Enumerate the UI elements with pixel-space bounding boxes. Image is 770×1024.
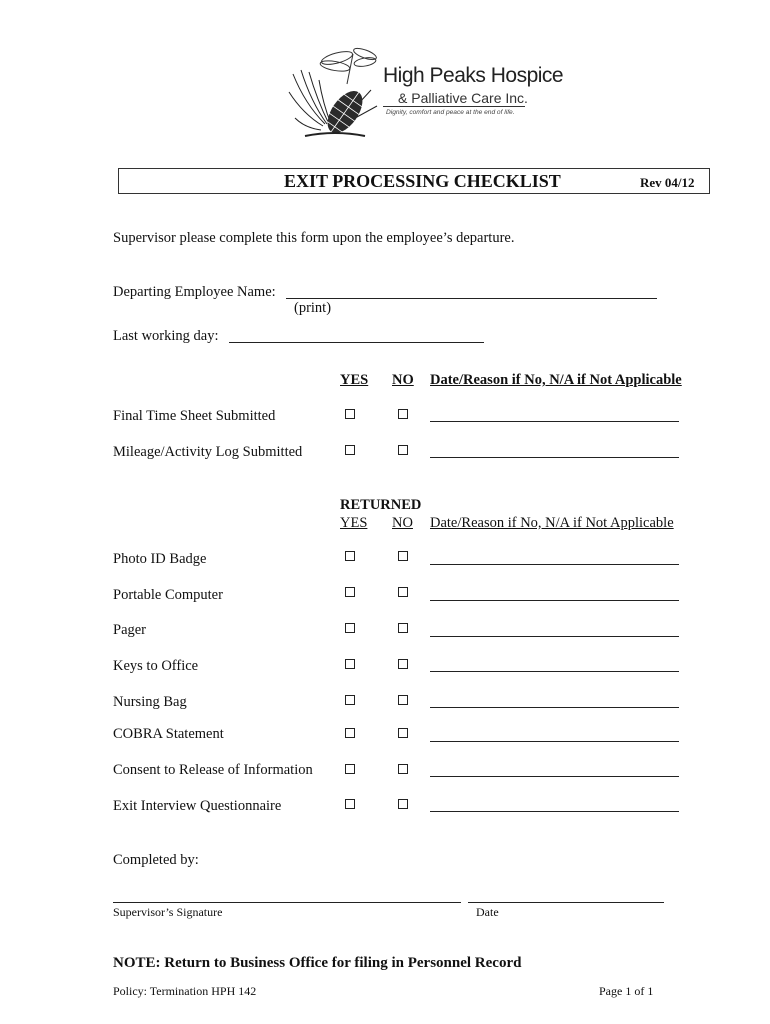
yes-checkbox[interactable] (345, 659, 355, 669)
reason-field[interactable] (430, 811, 679, 812)
no-checkbox[interactable] (398, 587, 408, 597)
item-label: Nursing Bag (113, 694, 187, 710)
reason-field[interactable] (430, 421, 679, 422)
reason-field[interactable] (430, 707, 679, 708)
employee-name-label: Departing Employee Name: (113, 284, 276, 300)
section2-no-header: NO (392, 515, 413, 531)
reason-field[interactable] (430, 741, 679, 742)
reason-field[interactable] (430, 564, 679, 565)
yes-checkbox[interactable] (345, 695, 355, 705)
print-hint: (print) (294, 300, 332, 316)
last-day-field[interactable] (229, 342, 484, 343)
yes-checkbox[interactable] (345, 728, 355, 738)
revision-label: Rev 04/12 (640, 175, 695, 190)
no-checkbox[interactable] (398, 445, 408, 455)
yes-checkbox[interactable] (345, 409, 355, 419)
page-number: Page 1 of 1 (599, 984, 654, 998)
date-label: Date (476, 905, 499, 919)
yes-checkbox[interactable] (345, 445, 355, 455)
yes-checkbox[interactable] (345, 799, 355, 809)
no-checkbox[interactable] (398, 695, 408, 705)
reason-field[interactable] (430, 671, 679, 672)
logo-pinecone-dragonfly-icon (285, 44, 383, 144)
item-label: COBRA Statement (113, 726, 224, 742)
last-day-label: Last working day: (113, 328, 219, 344)
logo-tagline: Dignity, comfort and peace at the end of life. (386, 109, 515, 116)
no-checkbox[interactable] (398, 623, 408, 633)
page-title: EXIT PROCESSING CHECKLIST (284, 171, 561, 191)
logo-name: High Peaks Hospice (383, 64, 564, 87)
signature-label: Supervisor’s Signature (113, 905, 223, 919)
no-checkbox[interactable] (398, 764, 408, 774)
section2-yes-header: YES (340, 515, 368, 531)
yes-checkbox[interactable] (345, 764, 355, 774)
note-text: NOTE: Return to Business Office for filing in Personnel Record (113, 955, 522, 971)
reason-field[interactable] (430, 457, 679, 458)
item-label: Keys to Office (113, 658, 199, 674)
reason-field[interactable] (430, 776, 679, 777)
item-label: Mileage/Activity Log Submitted (113, 444, 303, 460)
no-checkbox[interactable] (398, 551, 408, 561)
item-label: Photo ID Badge (113, 551, 207, 567)
logo-divider (383, 106, 525, 107)
no-checkbox[interactable] (398, 409, 408, 419)
employee-name-field[interactable] (286, 298, 657, 299)
item-label: Consent to Release of Information (113, 762, 313, 778)
item-label: Exit Interview Questionnaire (113, 798, 282, 814)
no-checkbox[interactable] (398, 728, 408, 738)
reason-field[interactable] (430, 600, 679, 601)
section1-reason-header: Date/Reason if No, N/A if Not Applicable (430, 372, 682, 388)
reason-field[interactable] (430, 636, 679, 637)
section2-reason-header: Date/Reason if No, N/A if Not Applicable (430, 515, 674, 531)
signature-field[interactable] (113, 902, 461, 903)
yes-checkbox[interactable] (345, 587, 355, 597)
item-label: Portable Computer (113, 587, 223, 603)
no-checkbox[interactable] (398, 799, 408, 809)
logo-subtitle: & Palliative Care Inc. (398, 90, 528, 106)
completed-by-label: Completed by: (113, 852, 199, 868)
returned-header: RETURNED (340, 497, 422, 513)
date-field[interactable] (468, 902, 664, 903)
instruction-text: Supervisor please complete this form upon the employee’s departure. (113, 230, 515, 246)
section1-no-header: NO (392, 372, 414, 388)
policy-label: Policy: Termination HPH 142 (113, 984, 257, 998)
item-label: Pager (113, 622, 147, 638)
yes-checkbox[interactable] (345, 623, 355, 633)
item-label: Final Time Sheet Submitted (113, 408, 276, 424)
yes-checkbox[interactable] (345, 551, 355, 561)
no-checkbox[interactable] (398, 659, 408, 669)
section1-yes-header: YES (340, 372, 369, 388)
